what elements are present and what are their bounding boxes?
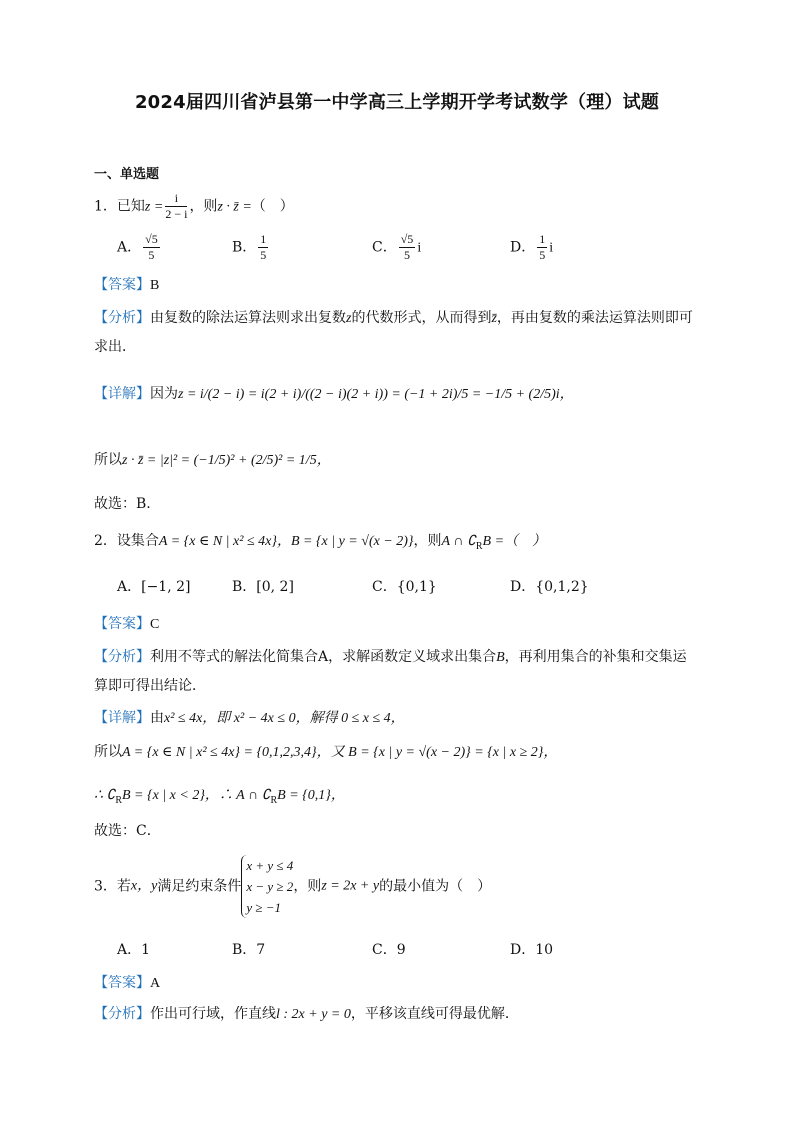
q3-constraint-1: x + y ≤ 4 (246, 858, 294, 873)
q2-set-b: B = {x | y = √(x − 2)} (290, 534, 414, 549)
q2-expr-sub: R (475, 540, 483, 552)
q1-option-d-frac (537, 232, 547, 263)
q1-stem-prefix: 1．已知 (94, 198, 145, 215)
q1-opt-d-den: 5 (539, 248, 546, 262)
q2-expr: A ∩ ∁ (441, 534, 476, 549)
q1-option-a (117, 232, 162, 263)
q1-stem-end: （ ） (251, 198, 294, 215)
q1-opt-d-num: 1 (539, 232, 546, 246)
q1-frac-den: 2 − i (165, 207, 188, 221)
q3-answer (94, 973, 160, 994)
q1-zz: z · z̄ = (217, 199, 252, 215)
q2-detail-eq3-sub2: R (270, 794, 278, 806)
q3-constraints (241, 855, 293, 918)
q1-stem-mid: ，则 (189, 198, 218, 215)
q1-analysis-var2: z̄ (491, 311, 497, 326)
q1-option-c-frac (399, 232, 416, 263)
q1-fraction (165, 191, 187, 222)
q2-option-b: B．[0, 2] (232, 579, 294, 595)
q2-detail-text2: 所以 (94, 744, 122, 760)
q1-option-d-label: D． (510, 239, 536, 256)
q3-vars: x，y (130, 878, 158, 894)
q1-analysis-text1: 由复数的除法运算法则求出复数 (150, 310, 346, 326)
q2-stem-mid: ，则 (413, 533, 442, 549)
q1-option-c-label: C． (372, 239, 397, 256)
q2-detail-eq3-sub: R (115, 794, 122, 806)
analysis-tag: 【分析】 (94, 1006, 150, 1022)
q1-detail-line2 (94, 450, 331, 471)
q1-analysis-var: z (346, 311, 352, 326)
q2-detail-equation2: A = {x ∈ N | x² ≤ 4x} = {0,1,2,3,4}，又 B = {x | y = √(x − 2)} = {x | x ≥ 2}， (122, 745, 558, 760)
q2-answer-value: C (150, 617, 160, 632)
answer-tag: 【答案】 (94, 975, 150, 991)
q2-detail-text1: 由 (150, 710, 164, 726)
q2-analysis-line2: 算即可得出结论． (94, 678, 206, 694)
answer-tag: 【答案】 (94, 616, 150, 632)
q1-answer-value: B (150, 278, 160, 293)
detail-tag: 【详解】 (94, 710, 150, 726)
q1-frac-num: i (165, 191, 187, 207)
q2-set-a: A = {x ∈ N | x² ≤ 4x}， (158, 534, 291, 549)
page-title: 2024届四川省泸县第一中学高三上学期开学考试数学（理）试题 (134, 92, 660, 113)
q2-detail-eq3c: B = {0,1}， (277, 788, 345, 803)
q3-analysis-text1: 作出可行域，作直线 (150, 1006, 276, 1022)
q3-analysis (94, 1004, 519, 1025)
q2-stem-prefix: 2．设集合 (94, 533, 159, 549)
q1-option-c (372, 232, 421, 263)
q1-option-d (510, 232, 553, 263)
q3-analysis-line: l : 2x + y = 0 (276, 1007, 351, 1022)
q3-option-a: A．1 (117, 942, 151, 958)
q1-analysis-line1 (94, 308, 693, 329)
q2-answer (94, 614, 159, 635)
q1-detail-text1: 因为 (150, 386, 178, 402)
q2-detail-line2 (94, 742, 557, 763)
q2-expr-end: B =（ ） (482, 534, 547, 549)
q1-conclusion: 故选：B. (94, 496, 151, 512)
q1-option-b-frac (258, 232, 268, 263)
q1-opt-b-den: 5 (260, 248, 267, 262)
q3-option-b: B．7 (232, 942, 266, 958)
q2-detail-equation1: x² ≤ 4x，即 x² − 4x ≤ 0，解得 0 ≤ x ≤ 4， (164, 711, 405, 726)
q1-detail-equation: z = i/(2 − i) = i(2 + i)/((2 − i)(2 + i)) = (−1 + 2i)/5 = −1/5 + (2/5)i， (178, 387, 574, 402)
question-1-stem (94, 191, 294, 222)
q1-option-a-frac (143, 232, 160, 263)
q2-conclusion: 故选：C． (94, 823, 161, 839)
q2-detail-eq3b: B = {x | x < 2}，∴ A ∩ ∁ (122, 788, 271, 803)
analysis-tag: 【分析】 (94, 649, 150, 665)
q1-detail-line1 (94, 384, 574, 405)
q3-constraint-3: y ≥ −1 (246, 900, 282, 915)
detail-tag: 【详解】 (94, 386, 150, 402)
q2-detail-line3 (94, 785, 345, 811)
q3-option-d: D．10 (510, 942, 554, 958)
question-2-stem (94, 531, 546, 557)
q1-detail-text2: 所以 (94, 452, 122, 468)
analysis-tag: 【分析】 (94, 310, 150, 326)
q3-stem-prefix: 3．若 (94, 878, 131, 895)
q1-option-a-label: A． (117, 239, 142, 256)
q1-opt-a-den: 5 (148, 248, 155, 262)
q1-detail-equation2: z · z̄ = |z|² = (−1/5)² + (2/5)² = 1/5， (122, 453, 331, 468)
q2-option-c: C．{0,1} (372, 579, 437, 595)
q3-answer-value: A (150, 976, 161, 991)
q1-opt-c-suffix: i (417, 240, 422, 256)
answer-tag: 【答案】 (94, 277, 150, 293)
q1-opt-d-suffix: i (549, 240, 554, 256)
q1-opt-c-num: √5 (400, 232, 414, 246)
q1-option-b (232, 232, 270, 263)
q2-detail-eq3a: ∴ ∁ (94, 788, 116, 803)
q1-opt-c-den: 5 (404, 248, 411, 262)
q2-option-d: D．{0,1,2} (510, 579, 589, 595)
section-heading: 一、单选题 (94, 167, 160, 182)
q1-opt-b-num: 1 (260, 232, 267, 246)
q3-constraint-2: x − y ≥ 2 (246, 879, 294, 894)
q1-analysis-text2: 的代数形式，从而得到 (351, 310, 492, 326)
q2-detail-line1 (94, 708, 405, 729)
q2-analysis-var: B (496, 650, 505, 665)
q1-analysis-line2: 求出． (94, 339, 136, 355)
question-3-stem (94, 855, 491, 918)
q1-opt-a-num: √5 (145, 232, 158, 246)
q3-objective: z = 2x + y (321, 878, 380, 894)
q3-stem-end: 的最小值为（ ） (379, 878, 492, 895)
q2-option-a: A．[−1, 2] (117, 579, 191, 595)
q2-analysis-text1: 利用不等式的解法化简集合A，求解函数定义域求出集合 (150, 649, 497, 665)
q3-analysis-text2: ，平移该直线可得最优解． (350, 1006, 519, 1022)
q1-eq-z: z = (144, 199, 164, 215)
q2-analysis-text2: ，再利用集合的补集和交集运 (504, 649, 687, 665)
q1-option-b-label: B． (232, 239, 257, 256)
q2-analysis-line1 (94, 647, 687, 668)
q3-stem-mid: 满足约束条件 (157, 878, 242, 895)
q3-stem-then: ，则 (293, 878, 322, 895)
q1-answer (94, 275, 159, 296)
q3-option-c: C．9 (372, 942, 406, 958)
q1-analysis-text3: ，再由复数的乘法运算法则即可 (496, 310, 693, 326)
